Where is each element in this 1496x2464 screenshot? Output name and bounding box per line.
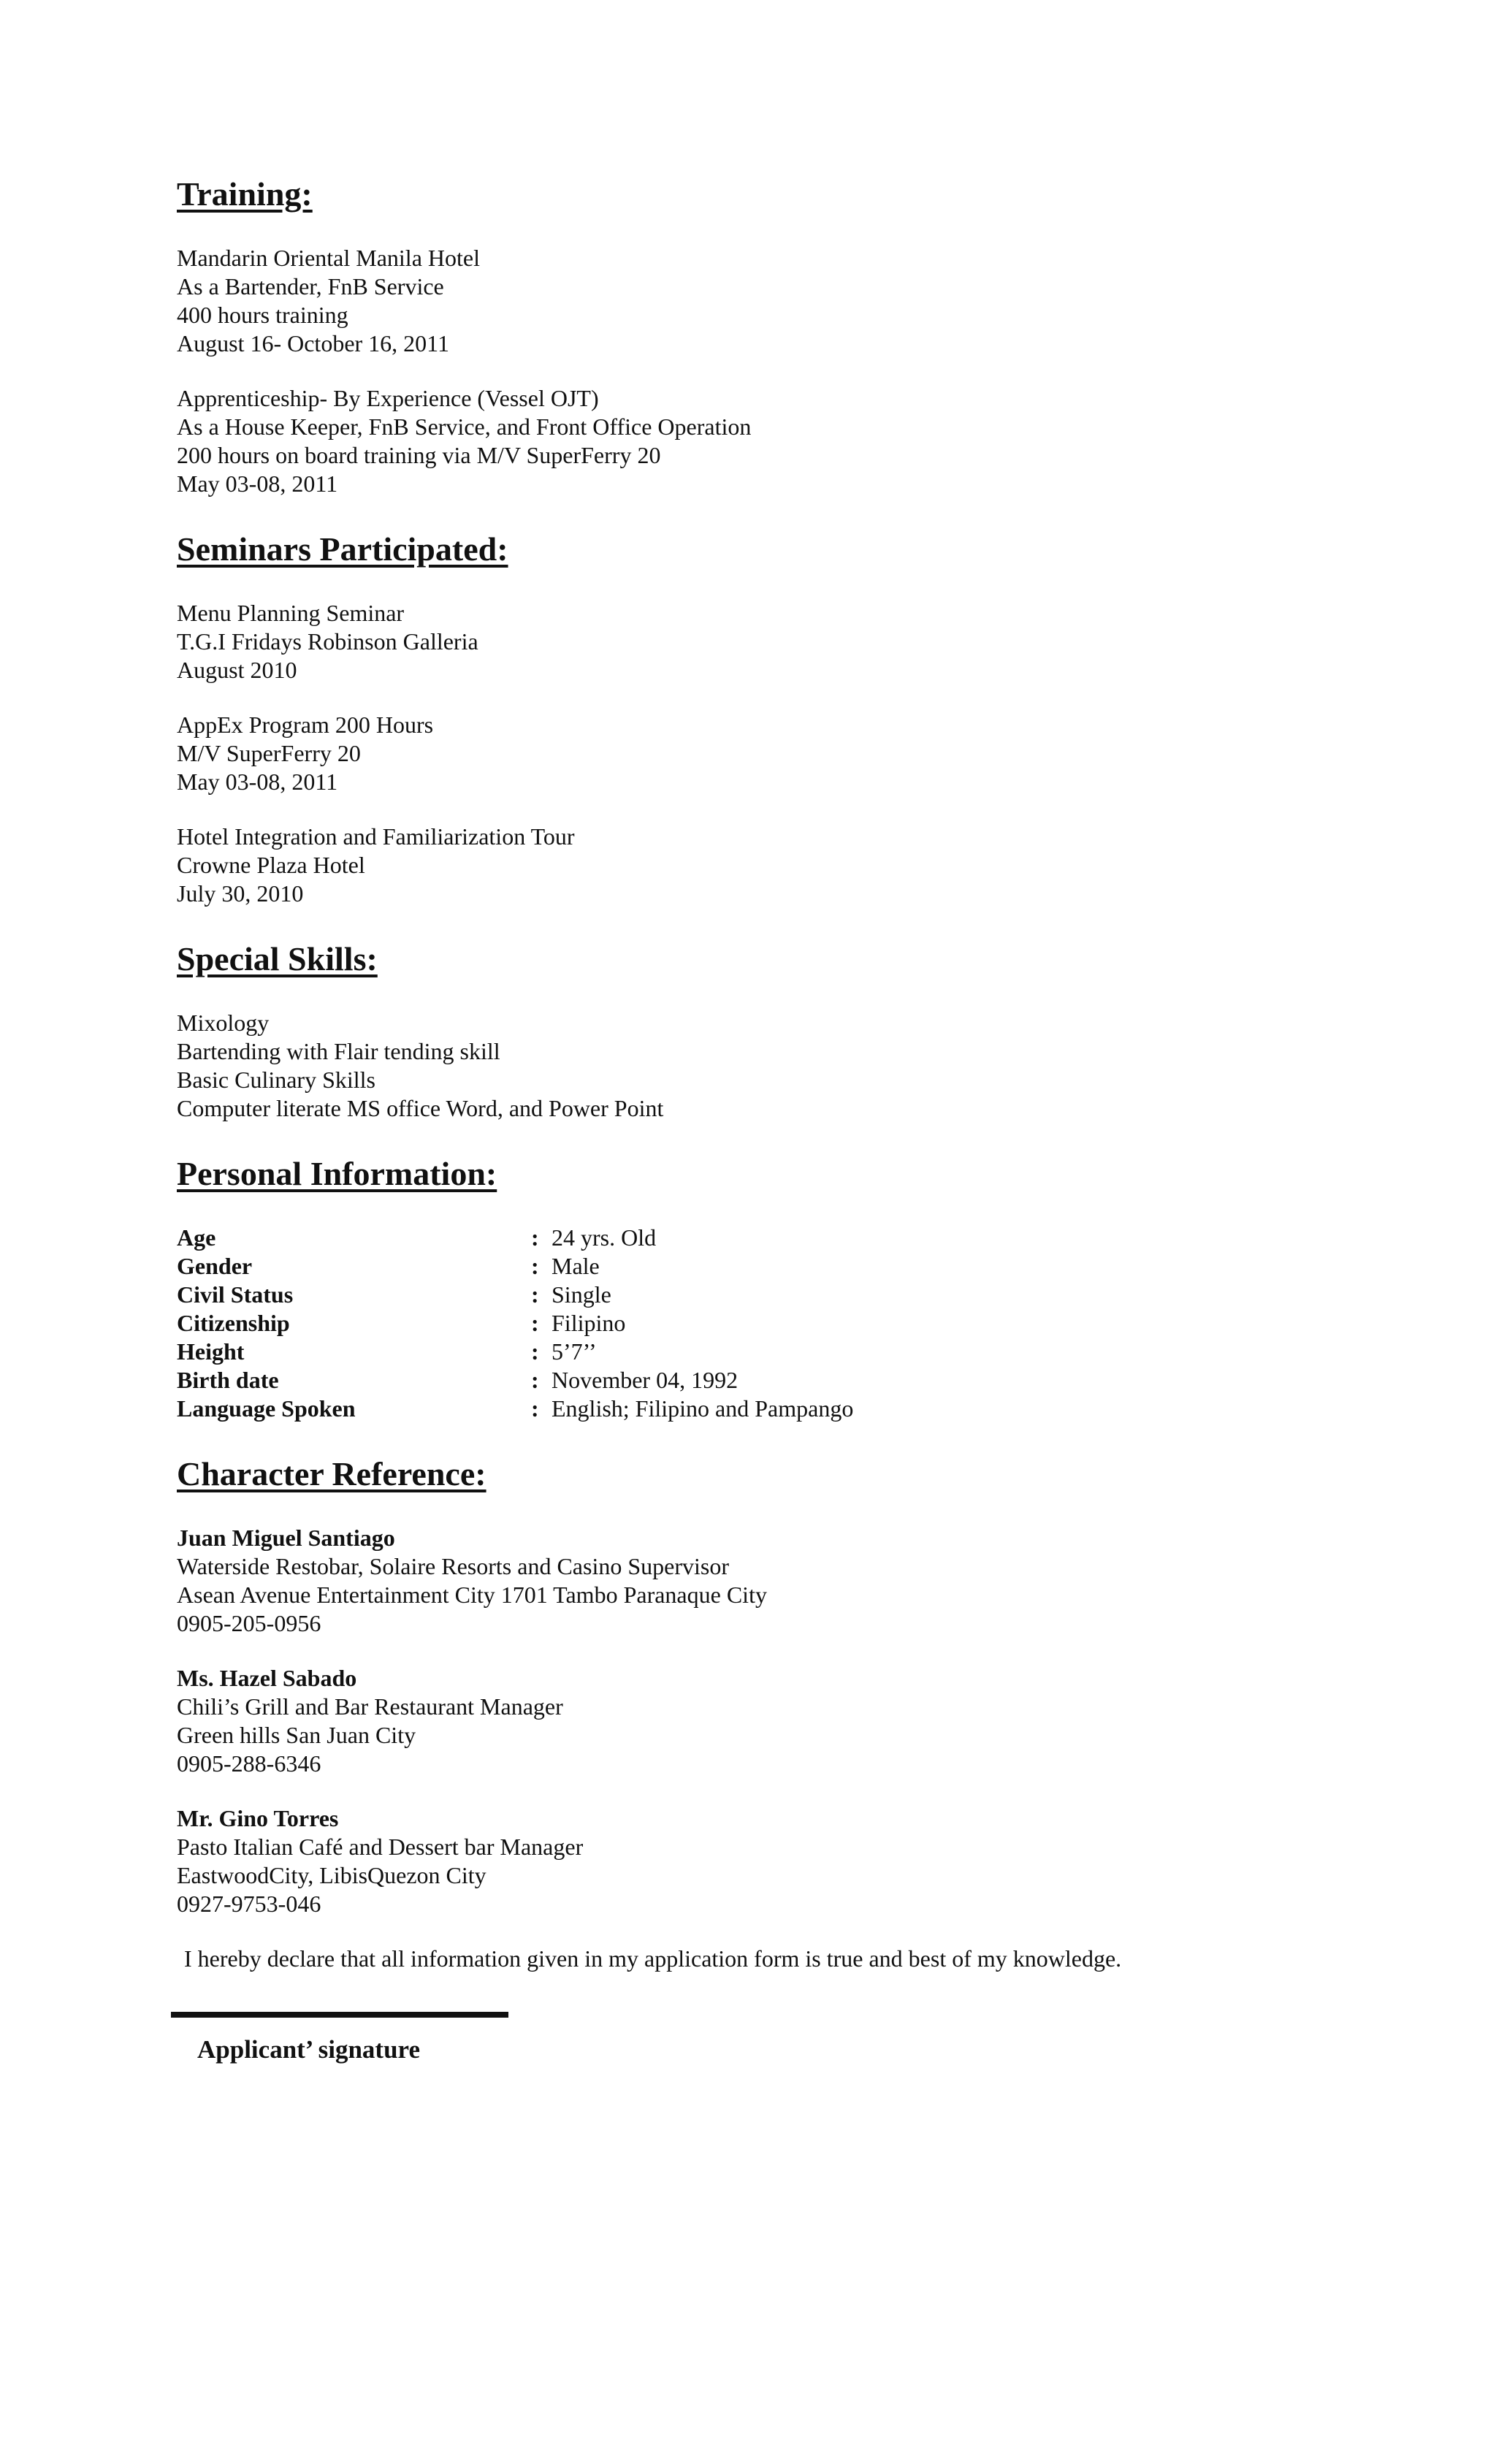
signature-label: Applicant’ signature xyxy=(197,2035,420,2064)
reference-line: Chili’s Grill and Bar Restaurant Manager xyxy=(177,1693,563,1720)
skill-item: Mixology xyxy=(177,1010,270,1036)
personal-colon: : xyxy=(531,1338,539,1365)
personal-value: Single xyxy=(552,1281,611,1308)
declaration-text: I hereby declare that all information given in my application form is true and best of my knowledge. xyxy=(184,1945,1122,1972)
skill-item: Bartending with Flair tending skill xyxy=(177,1038,500,1064)
personal-row-language xyxy=(177,1395,1419,1423)
seminar-entry xyxy=(177,599,1419,684)
seminar-line: July 30, 2010 xyxy=(177,880,304,907)
seminar-line: August 2010 xyxy=(177,657,297,683)
seminar-line: AppEx Program 200 Hours xyxy=(177,712,434,738)
personal-label: Gender xyxy=(177,1253,253,1279)
reference-line: Asean Avenue Entertainment City 1701 Tambo Paranaque City xyxy=(177,1582,767,1608)
reference-entry xyxy=(177,1524,1419,1638)
reference-line: EastwoodCity, LibisQuezon City xyxy=(177,1862,486,1888)
seminars-section xyxy=(177,525,1419,908)
seminar-line: T.G.I Fridays Robinson Galleria xyxy=(177,628,478,655)
personal-colon: : xyxy=(531,1224,539,1251)
personal-row-birth-date xyxy=(177,1366,1419,1395)
personal-label: Age xyxy=(177,1224,216,1251)
reference-line: Green hills San Juan City xyxy=(177,1722,416,1748)
personal-label: Language Spoken xyxy=(177,1395,356,1422)
reference-entry xyxy=(177,1804,1419,1918)
training-line: May 03-08, 2011 xyxy=(177,470,338,497)
personal-heading: Personal Information: xyxy=(177,1155,497,1192)
seminars-heading: Seminars Participated: xyxy=(177,530,508,568)
reference-line: Pasto Italian Café and Dessert bar Manager xyxy=(177,1834,584,1860)
skill-item: Computer literate MS office Word, and Power Point xyxy=(177,1095,664,1121)
training-line: As a House Keeper, FnB Service, and Front Office Operation xyxy=(177,413,752,440)
skills-heading: Special Skills: xyxy=(177,940,378,977)
reference-phone: 0905-205-0956 xyxy=(177,1610,321,1636)
training-entry xyxy=(177,384,1419,498)
personal-label: Civil Status xyxy=(177,1281,294,1308)
seminar-entry xyxy=(177,823,1419,908)
reference-name: Juan Miguel Santiago xyxy=(177,1525,395,1551)
references-heading: Character Reference: xyxy=(177,1455,486,1492)
seminar-entry xyxy=(177,711,1419,796)
personal-value: Male xyxy=(552,1253,600,1279)
seminar-line: M/V SuperFerry 20 xyxy=(177,740,361,766)
resume-content xyxy=(177,169,1419,1973)
personal-table xyxy=(177,1224,1419,1423)
references-section xyxy=(177,1449,1419,1918)
seminar-line: Menu Planning Seminar xyxy=(177,600,405,626)
personal-row-civil-status xyxy=(177,1281,1419,1309)
training-line: Apprenticeship- By Experience (Vessel OJT) xyxy=(177,385,599,411)
training-line: 200 hours on board training via M/V SuperFerry 20 xyxy=(177,442,661,468)
skills-section xyxy=(177,934,1419,1123)
personal-colon: : xyxy=(531,1395,539,1422)
personal-colon: : xyxy=(531,1367,539,1393)
personal-row-gender xyxy=(177,1252,1419,1281)
personal-row-citizenship xyxy=(177,1309,1419,1338)
personal-value: English; Filipino and Pampango xyxy=(552,1395,854,1422)
personal-label: Birth date xyxy=(177,1367,279,1393)
skill-item: Basic Culinary Skills xyxy=(177,1067,375,1093)
personal-colon: : xyxy=(531,1253,539,1279)
personal-label: Citizenship xyxy=(177,1310,290,1336)
reference-name: Ms. Hazel Sabado xyxy=(177,1665,357,1691)
training-line: Mandarin Oriental Manila Hotel xyxy=(177,245,480,271)
training-section xyxy=(177,169,1419,498)
personal-section xyxy=(177,1149,1419,1423)
skills-list xyxy=(177,1009,1419,1123)
personal-colon: : xyxy=(531,1310,539,1336)
reference-name: Mr. Gino Torres xyxy=(177,1805,339,1831)
signature-line xyxy=(171,2012,508,2018)
training-heading: Training: xyxy=(177,175,313,213)
seminar-line: Crowne Plaza Hotel xyxy=(177,852,365,878)
seminar-line: May 03-08, 2011 xyxy=(177,768,338,795)
reference-entry xyxy=(177,1664,1419,1778)
personal-colon: : xyxy=(531,1281,539,1308)
training-line: As a Bartender, FnB Service xyxy=(177,273,444,300)
training-line: 400 hours training xyxy=(177,302,348,328)
reference-phone: 0927-9753-046 xyxy=(177,1891,321,1917)
reference-phone: 0905-288-6346 xyxy=(177,1750,321,1777)
training-entry xyxy=(177,244,1419,358)
personal-value: Filipino xyxy=(552,1310,626,1336)
personal-label: Height xyxy=(177,1338,245,1365)
personal-row-age xyxy=(177,1224,1419,1252)
personal-value: 24 yrs. Old xyxy=(552,1224,657,1251)
seminar-line: Hotel Integration and Familiarization Tour xyxy=(177,823,575,850)
training-line: August 16- October 16, 2011 xyxy=(177,330,449,356)
personal-row-height xyxy=(177,1338,1419,1366)
personal-value: November 04, 1992 xyxy=(552,1367,739,1393)
reference-line: Waterside Restobar, Solaire Resorts and Casino Supervisor xyxy=(177,1553,729,1579)
personal-value: 5’7’’ xyxy=(552,1338,597,1365)
